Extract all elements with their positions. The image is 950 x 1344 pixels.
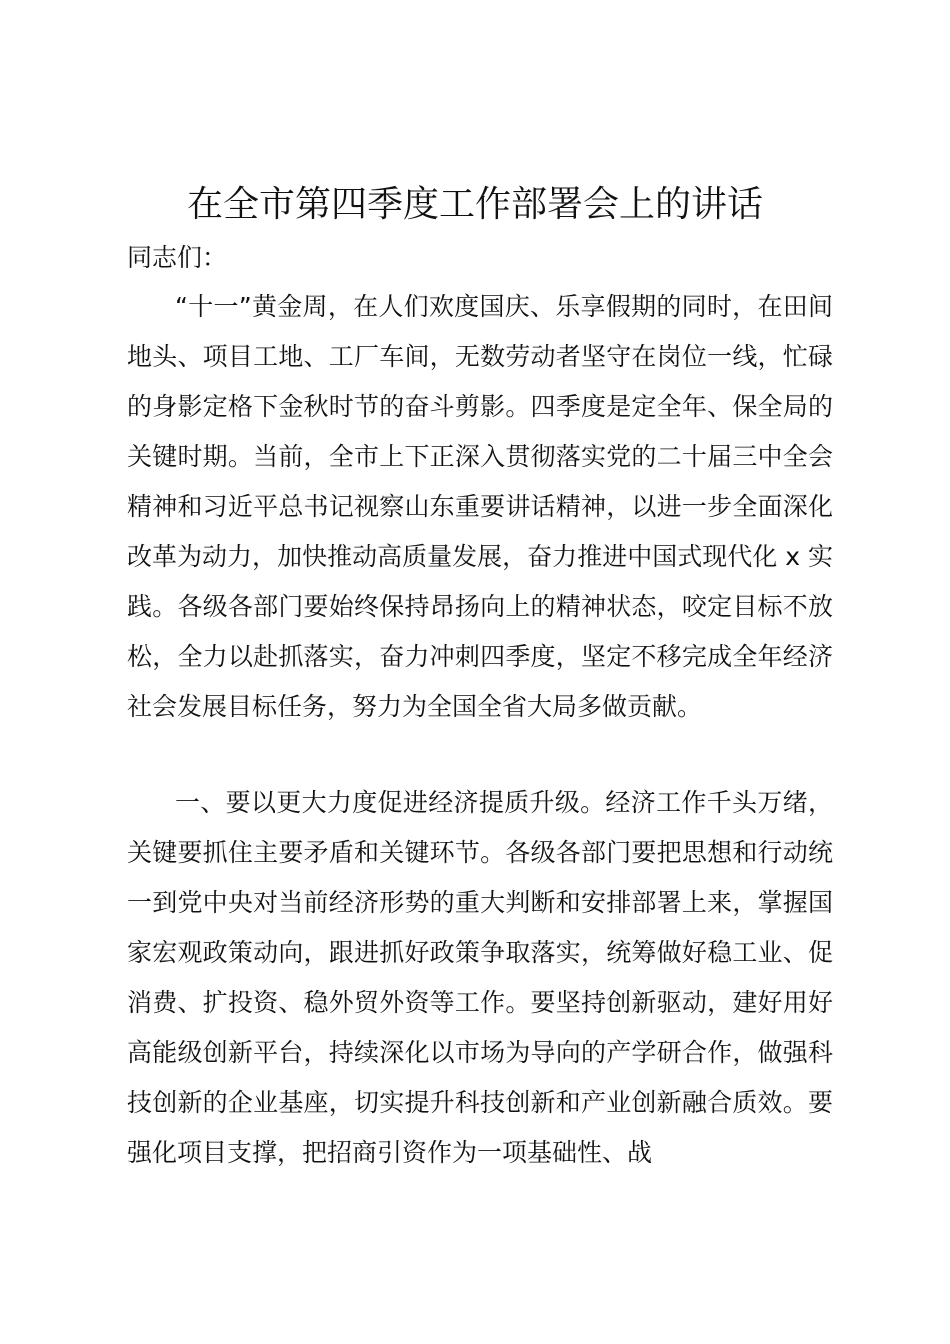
document-title: 在全市第四季度工作部署会上的讲话 — [186, 184, 763, 225]
paragraph-2: 一、要以更大力度促进经济提质升级。经济工作千头万绪，关键要抓住主要矛盾和关键环节。各级各部门要把思想和行动统一到党中央对当前经济形势的重大判断和安排部署上来，掌握国家宏观政策动向，跟进抓好政策争取落实，统筹做好稳工业、促消费、扩投资、稳外贸外资等工作。要坚持创新驱动，建好用好高能级创新平台，持续深化以市场为导向的产学研合作，做强科技创新的企业基座，切实提升科技创新和产业创新融合质效。要强化项目支撑，把招商引资作为一项基础性、战 — [127, 788, 833, 1167]
paragraph-1: “十一”黄金周，在人们欢度国庆、乐享假期的同时，在田间地头、项目工地、工厂车间，无数劳动者坚守在岗位一线，忙碌的身影定格下金秋时节的奋斗剪影。四季度是定全年、保全局的关键时期。当前，全市上下正深入贯彻落实党的二十届三中全会精神和习近平总书记视察山东重要讲话精神，以进一步全面深化改革为动力，加快推动高质量发展，奋力推进中国式现代化 x 实践。各级各部门要始终保持昂扬向上的精神状态，咬定目标不放松，全力以赴抓落实，奋力冲刺四季度，坚定不移完成全年经济社会发展目标任务，努力为全国全省大局多做贡献。 — [127, 292, 833, 721]
salutation: 同志们： — [127, 243, 228, 272]
